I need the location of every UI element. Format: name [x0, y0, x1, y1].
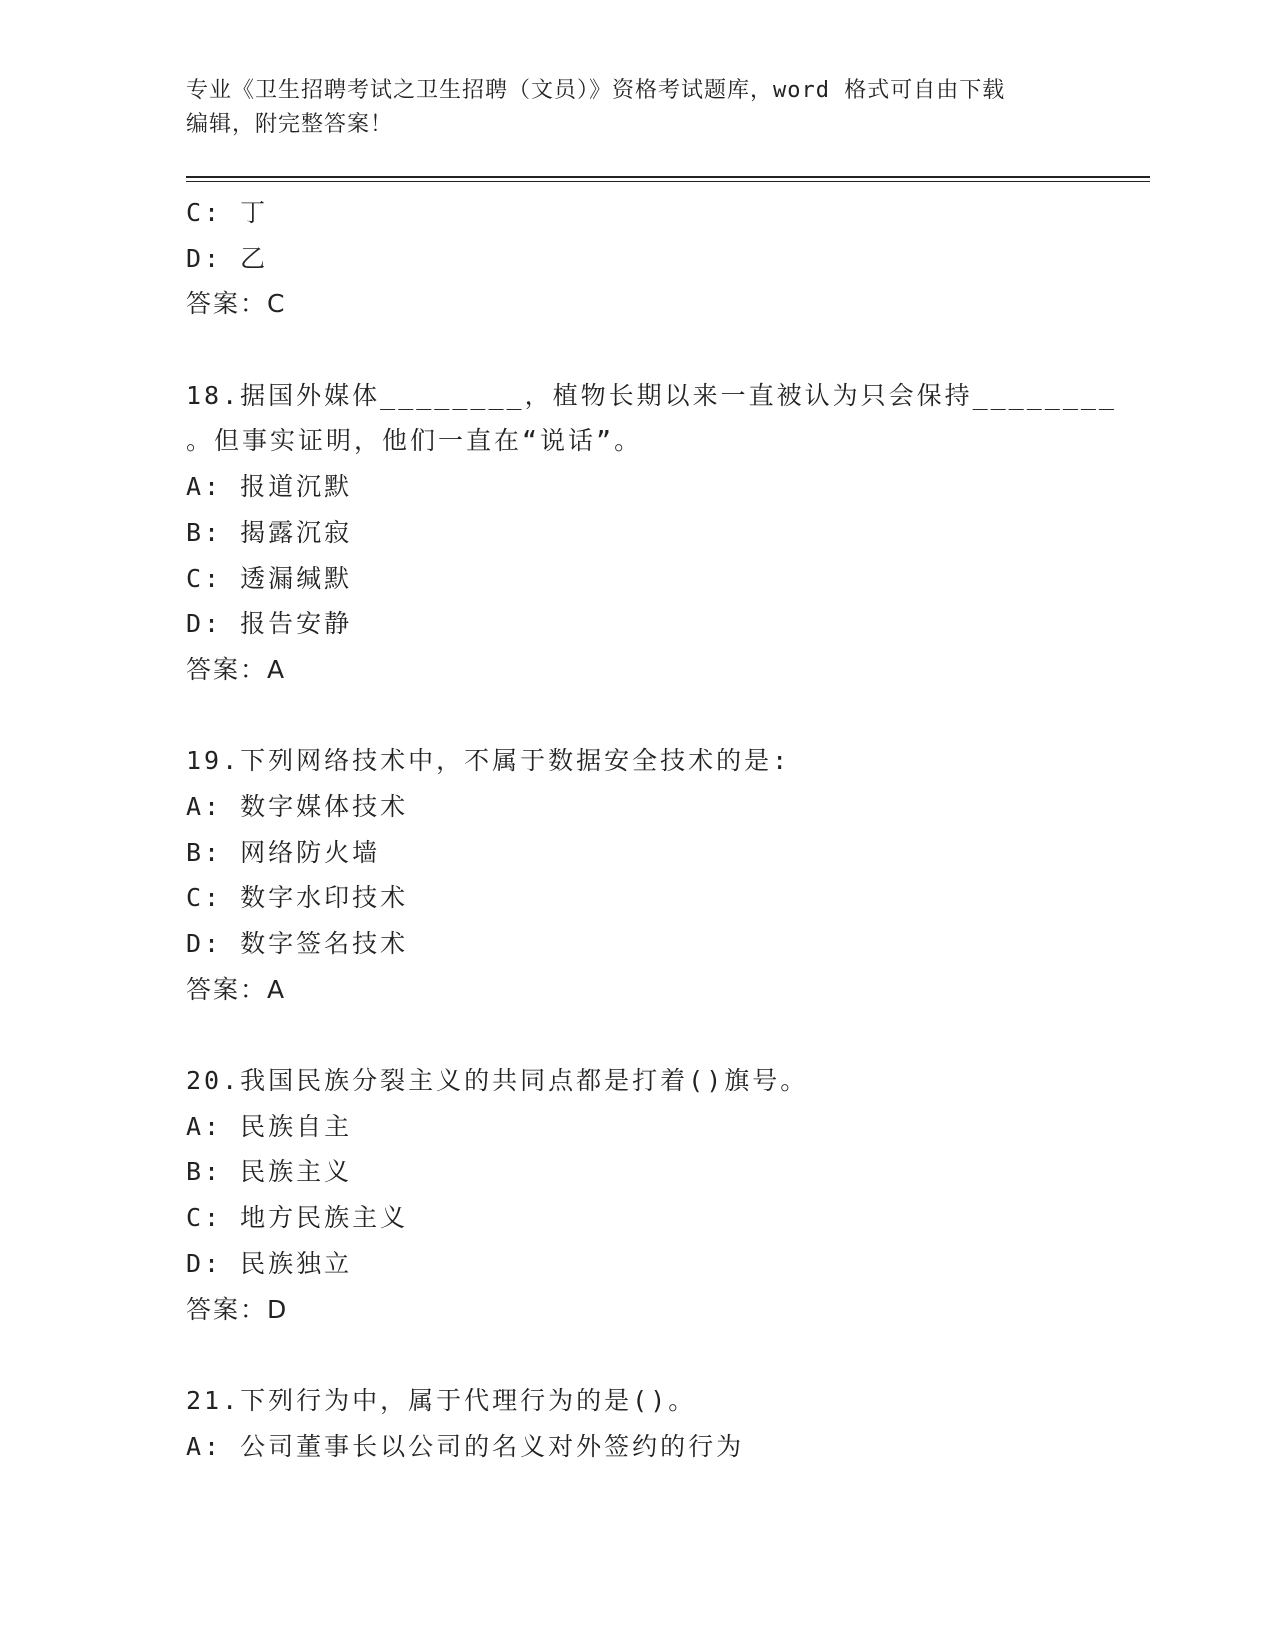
- question-stem: 21.下列行为中，属于代理行为的是()。: [186, 1385, 697, 1415]
- answer: 答案：D: [186, 1294, 289, 1324]
- option-b: B: 网络防火墙: [186, 837, 381, 867]
- question-list: [186, 190, 1117, 1469]
- option-c: C: 数字水印技术: [186, 883, 409, 913]
- answer: 答案：A: [186, 654, 287, 684]
- option-c: C: 地方民族主义: [186, 1203, 409, 1233]
- question-17-tail: [186, 190, 1086, 327]
- answer: 答案：A: [186, 974, 287, 1004]
- option-a: A: 民族自主: [186, 1111, 353, 1141]
- question-stem: 20.我国民族分裂主义的共同点都是打着()旗号。: [186, 1066, 809, 1096]
- question-19: [186, 738, 1086, 1012]
- question-20: [186, 1058, 1086, 1332]
- question-stem: 19.下列网络技术中，不属于数据安全技术的是:: [186, 746, 791, 776]
- question-stem: 18.据国外媒体________，植物长期以来一直被认为只会保持________: [186, 380, 1117, 410]
- header-title-line-2: 编辑，附完整答案！: [186, 112, 394, 137]
- option-b: B: 民族主义: [186, 1157, 353, 1187]
- option-a: A: 公司董事长以公司的名义对外签约的行为: [186, 1431, 745, 1461]
- option-c: C: 透漏缄默: [186, 563, 353, 593]
- option-a: A: 数字媒体技术: [186, 791, 409, 821]
- option-c: C: 丁: [186, 198, 269, 227]
- question-18: [186, 373, 1117, 693]
- header-divider-thick: [186, 176, 1150, 178]
- option-a: A: 报道沉默: [186, 472, 353, 502]
- header-divider-thin: [186, 181, 1150, 182]
- option-d: D: 数字签名技术: [186, 929, 409, 958]
- option-d: D: 报告安静: [186, 609, 353, 639]
- header-title-line-1: 专业《卫生招聘考试之卫生招聘（文员）》资格考试题库，word 格式可自由下载: [186, 78, 1006, 103]
- answer: 答案：C: [186, 289, 287, 319]
- option-d: D: 乙: [186, 243, 269, 273]
- question-stem-continued: 。但事实证明，他们一直在“说话”。: [186, 426, 643, 456]
- page-header: [186, 74, 1066, 142]
- option-b: B: 揭露沉寂: [186, 517, 353, 547]
- option-d: D: 民族独立: [186, 1248, 353, 1278]
- question-21: [186, 1378, 1086, 1469]
